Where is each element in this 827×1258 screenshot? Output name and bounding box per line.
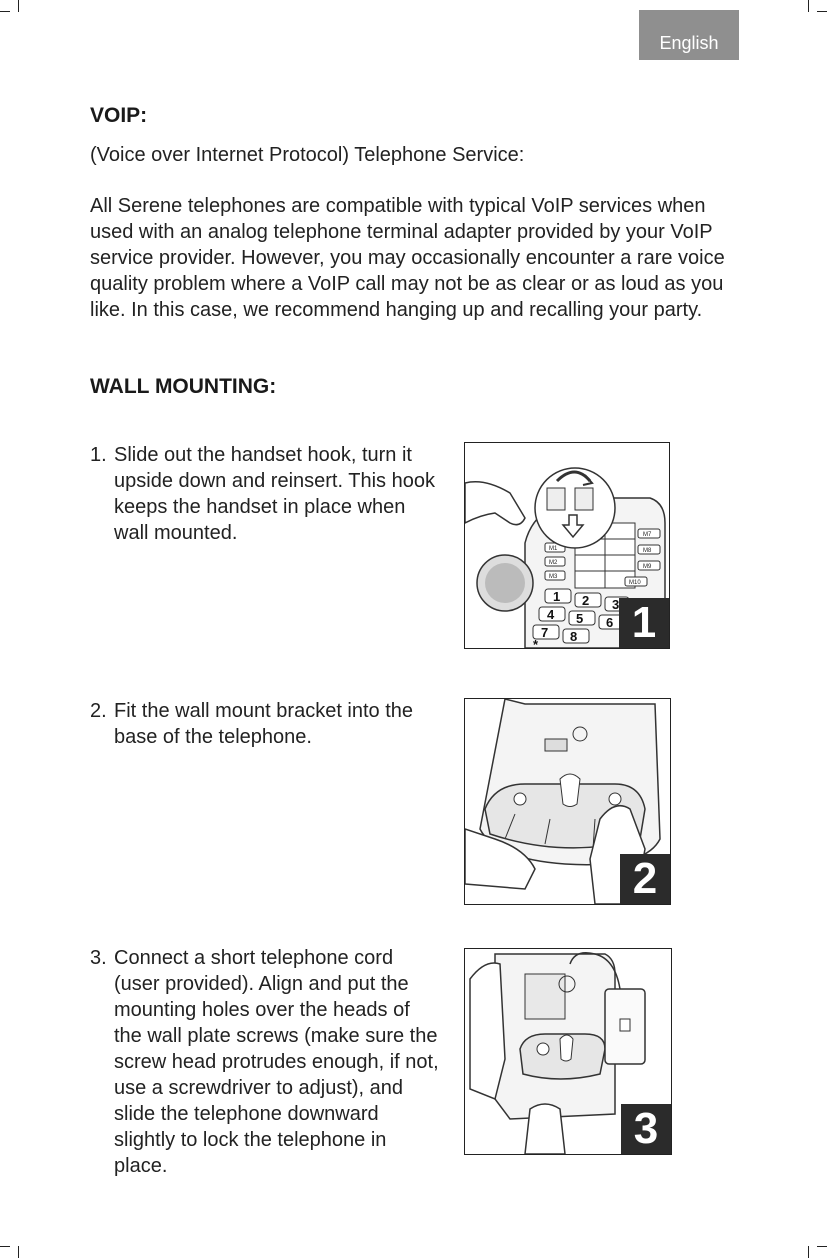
language-tab: English bbox=[639, 10, 739, 60]
crop-mark bbox=[817, 11, 827, 12]
keypad-key: * bbox=[533, 637, 539, 648]
keypad-key: 3 bbox=[612, 597, 620, 612]
memory-key-label: M7 bbox=[643, 532, 652, 538]
memory-key-label: M2 bbox=[549, 560, 558, 566]
step-text: Slide out the handset hook, turn it upside down and reinsert. This hook keeps the handset in place when wall mounted. bbox=[114, 444, 435, 544]
step-number: 1. bbox=[90, 444, 107, 466]
memory-key-label: M8 bbox=[643, 548, 652, 554]
crop-mark bbox=[18, 1246, 19, 1258]
step-text: Fit the wall mount bracket into the base of the telephone. bbox=[114, 700, 414, 748]
figure-number-badge: 2 bbox=[620, 854, 670, 904]
keypad-key: 1 bbox=[553, 589, 561, 604]
memory-key-label: M10 bbox=[629, 580, 641, 586]
step-number: 2. bbox=[90, 700, 107, 722]
figure-1-handset-hook bbox=[464, 442, 670, 649]
wall-mounting-heading: WALL MOUNTING: bbox=[90, 375, 277, 398]
figure-number-badge: 3 bbox=[621, 1104, 671, 1154]
figure-3-wall-plate bbox=[464, 948, 672, 1155]
keypad-key: 2 bbox=[582, 593, 590, 608]
keypad-key: 8 bbox=[570, 629, 578, 644]
figure-number-badge: 1 bbox=[619, 598, 669, 648]
keypad-key: 5 bbox=[576, 611, 584, 626]
keypad-key: 4 bbox=[547, 607, 555, 622]
memory-key-label: M9 bbox=[643, 564, 652, 570]
step-2 bbox=[90, 698, 440, 750]
voip-paragraph: All Serene telephones are compatible with typical VoIP services when used with an analog telephone terminal adapter provided by your VoIP service provider. However, you may occasionally encounter a rare voice quality problem where a VoIP call may not be as clear or as loud as you like. In this case, we recommend hanging up and recalling your party. bbox=[90, 195, 725, 321]
crop-mark bbox=[808, 1246, 809, 1258]
keypad-key: 6 bbox=[606, 615, 614, 630]
crop-mark bbox=[817, 1246, 827, 1247]
memory-key-label: M3 bbox=[549, 574, 558, 580]
step-number: 3. bbox=[90, 947, 107, 969]
figure-2-bracket bbox=[464, 698, 671, 905]
step-3 bbox=[90, 945, 440, 1179]
keypad-key: 7 bbox=[541, 625, 549, 640]
memory-key-label: M1 bbox=[549, 546, 558, 552]
step-1 bbox=[90, 442, 440, 546]
crop-mark bbox=[18, 0, 19, 12]
voip-heading: VOIP: bbox=[90, 104, 148, 127]
voip-subtitle: (Voice over Internet Protocol) Telephone Service: bbox=[90, 144, 525, 166]
crop-mark bbox=[0, 11, 10, 12]
step-text: Connect a short telephone cord (user provided). Align and put the mounting holes over the heads of the wall plate screws (make sure the screw head protrudes enough, if not, use a screwdriver to adjust), and slide the telephone downward slightly to lock the telephone in place. bbox=[114, 947, 439, 1177]
crop-mark bbox=[0, 1246, 10, 1247]
crop-mark bbox=[808, 0, 809, 12]
